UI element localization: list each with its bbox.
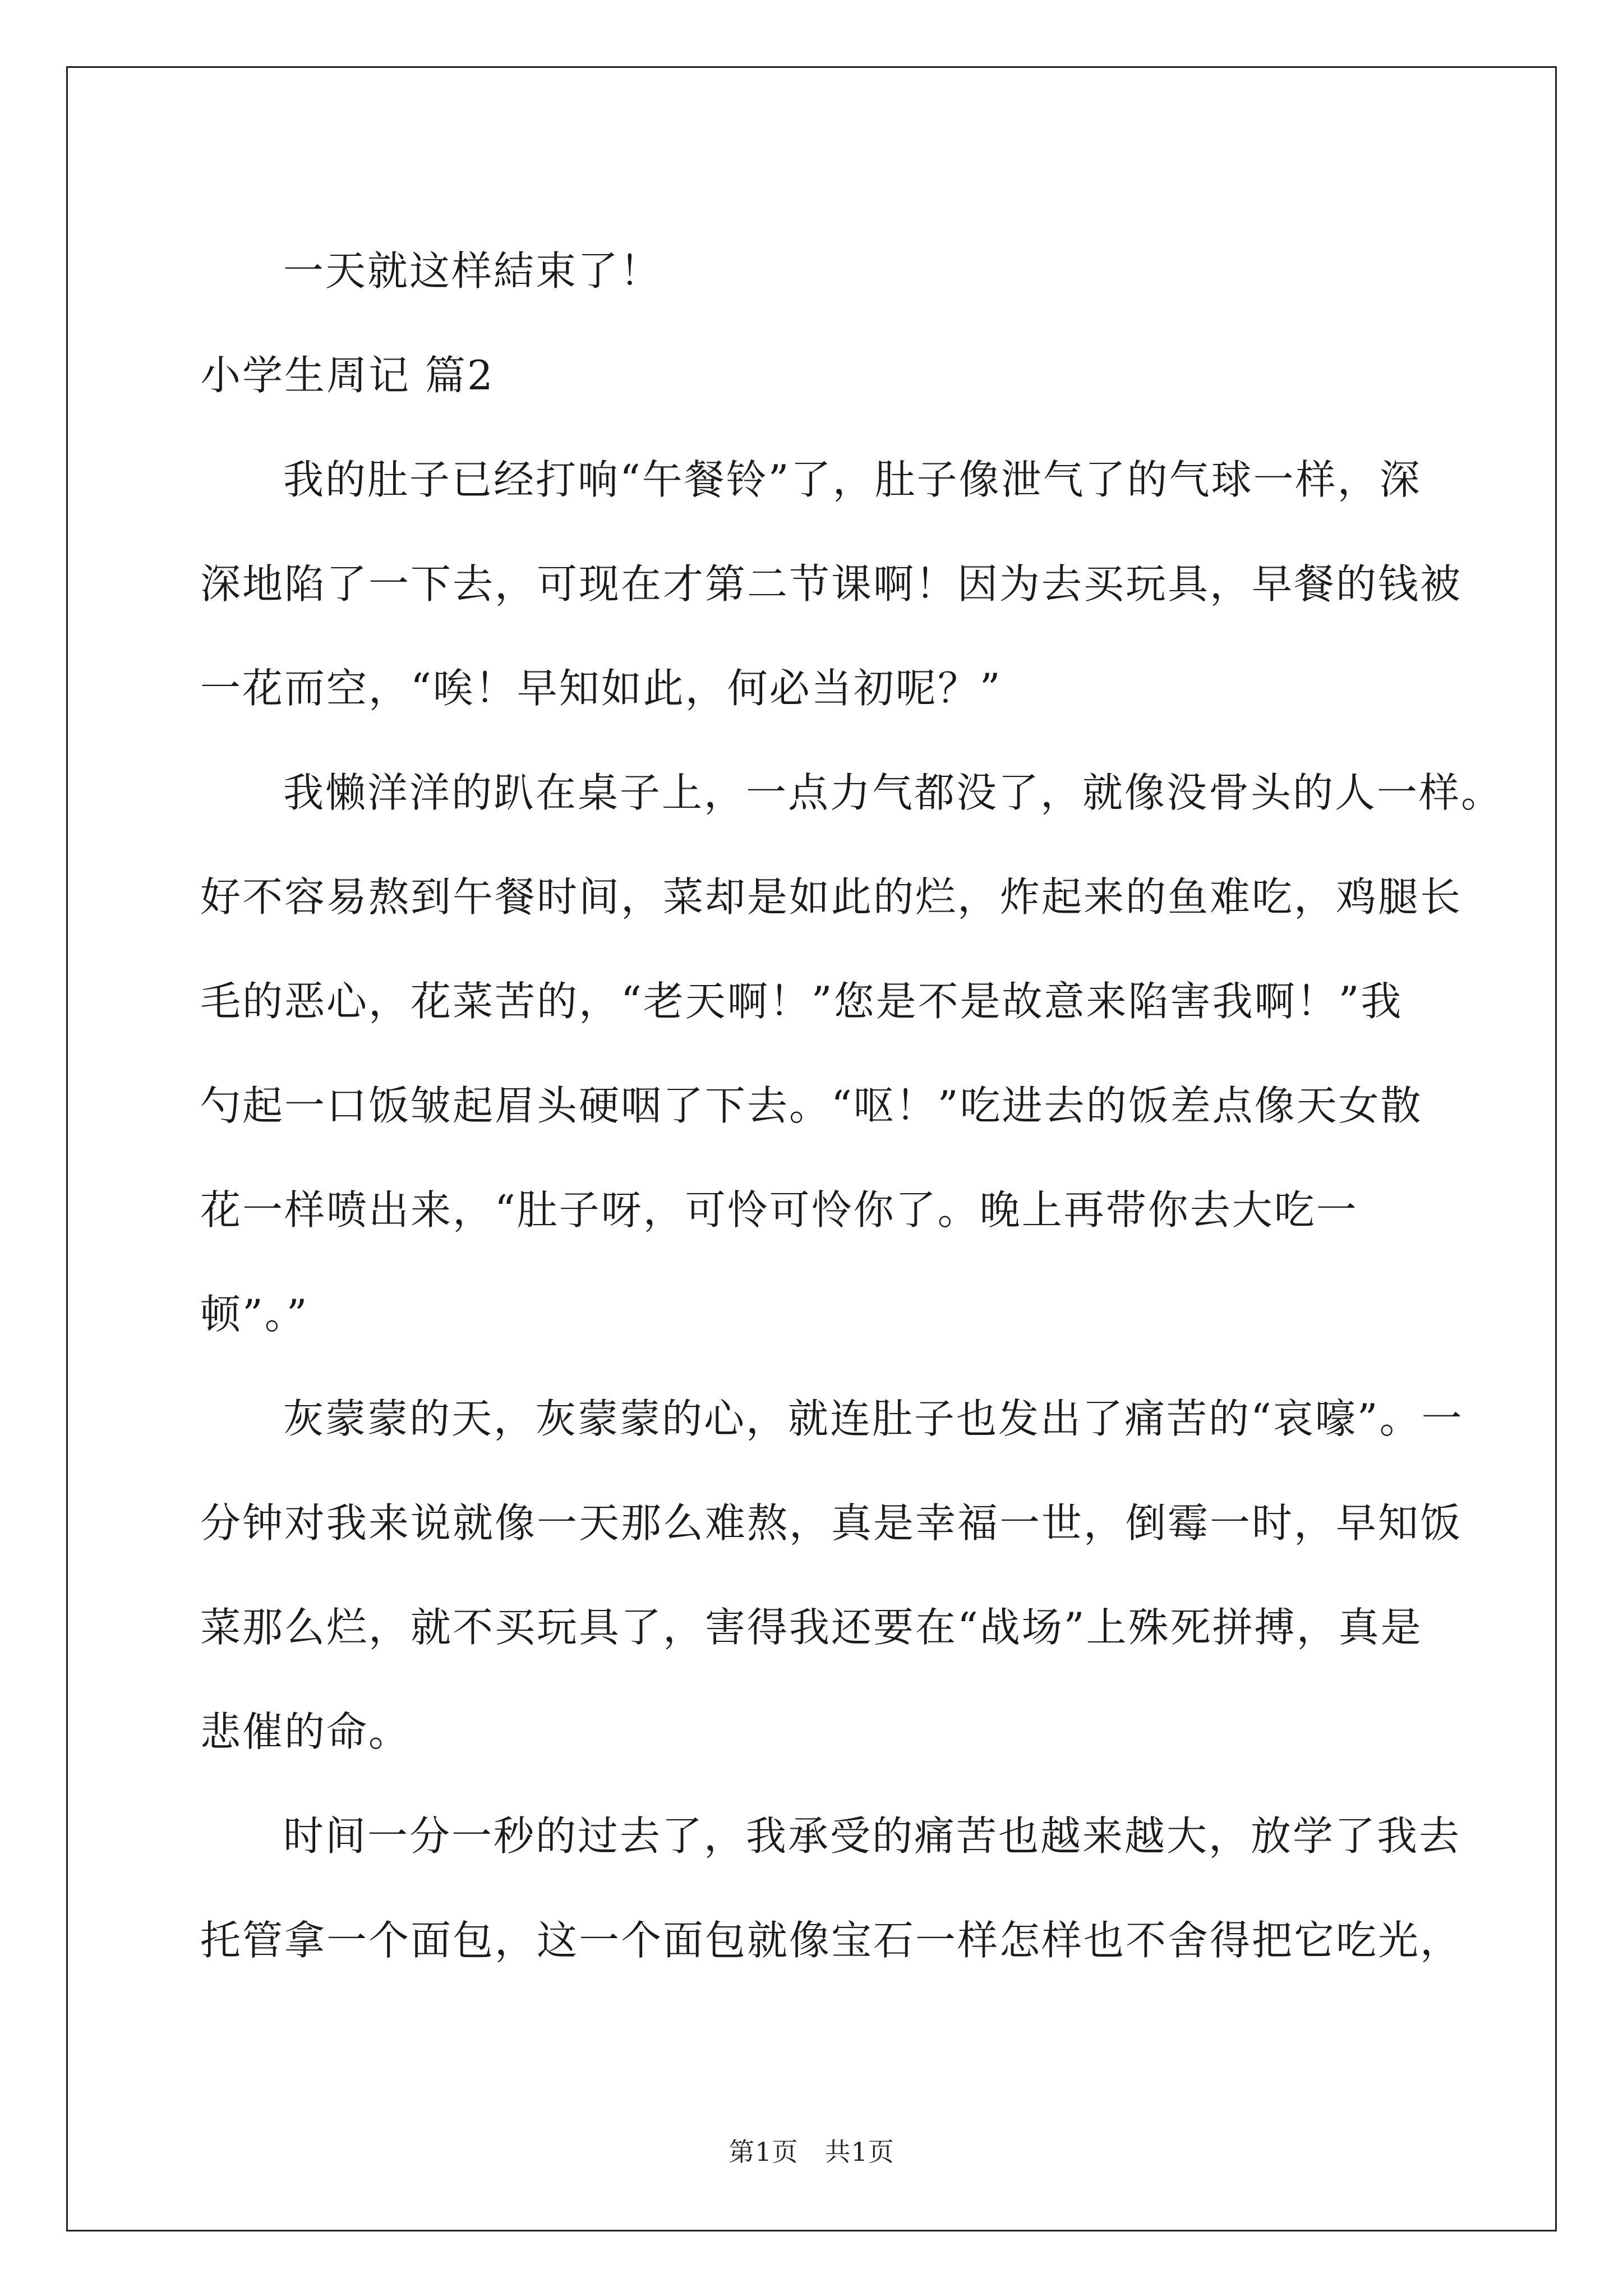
text-line: 我的肚子已经打响“午餐铃”了，肚子像泄气了的气球一样，深 [283, 456, 1422, 503]
paragraph [200, 219, 1428, 323]
text-line: 菜那么烂，就不买玩具了，害得我还要在“战场”上殊死拼搏，真是 [200, 1604, 1423, 1651]
paragraph [200, 427, 1463, 740]
text-line: 分钟对我来说就像一天那么难熬，真是幸福一世，倒霉一时，早知饭 [200, 1499, 1463, 1547]
page-footer: 第1页 共1页 [728, 2137, 895, 2167]
text-line: 一天就这样結束了！ [283, 247, 662, 295]
text-line: 好不容易熬到午餐时间，菜却是如此的烂，炸起来的鱼难吃，鸡腿长 [200, 873, 1463, 921]
text-line: 花一样喷出来，“肚子呀，可怜可怜你了。晚上再带你去大吃一 [200, 1186, 1358, 1234]
text-line: 一花而空，“唉！早知如此，何必当初呢？” [200, 665, 1002, 712]
text-line: 毛的恶心，花菜苦的，“老天啊！”您是不是故意来陷害我啊！”我 [200, 978, 1403, 1025]
text-line: 时间一分一秒的过去了，我承受的痛苦也越来越大，放学了我去 [283, 1812, 1461, 1860]
text-line: 灰蒙蒙的天，灰蒙蒙的心，就连肚子也发出了痛苦的“哀嚎”。一 [283, 1395, 1464, 1442]
text-line: 顿”。” [200, 1291, 309, 1338]
paragraph [200, 1366, 1464, 1784]
text-line: 小学生周记 篇2 [200, 352, 495, 399]
text-line: 托管拿一个面包，这一个面包就像宝石一样怎样也不舍得把它吃光， [200, 1917, 1463, 1964]
text-line: 深地陷了一下去，可现在才第二节课啊！因为去买玩具，早餐的钱被 [200, 560, 1463, 608]
section-heading [200, 323, 1428, 427]
text-line: 悲催的命。 [200, 1708, 411, 1755]
paragraph [200, 740, 1504, 1366]
document-body [200, 219, 1504, 1993]
text-line: 勺起一口饭皱起眉头硬咽了下去。“呕！”吃进去的饭差点像天女散 [200, 1082, 1423, 1129]
text-line: 我懒洋洋的趴在桌子上，一点力气都没了，就像没骨头的人一样。 [283, 769, 1504, 816]
paragraph [200, 1784, 1463, 1993]
